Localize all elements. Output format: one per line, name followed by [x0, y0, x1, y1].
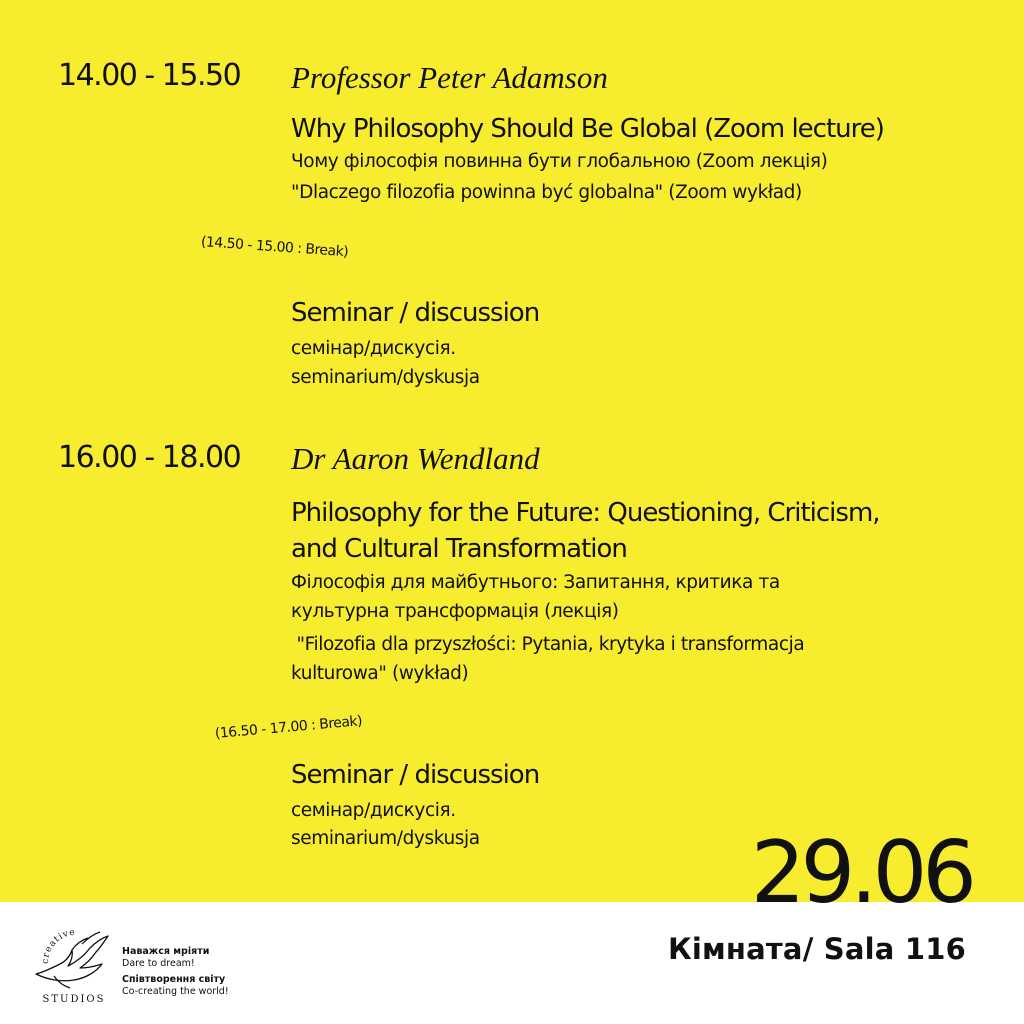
- session-2-seminar-uk: семінар/дискусія.: [291, 800, 456, 821]
- logo-arc-text: creative: [40, 927, 77, 965]
- session-1-seminar-title: Seminar / discussion: [291, 298, 540, 328]
- session-1-time: 14.00 - 15.50: [58, 58, 241, 93]
- room-label: Кімната/ Sala 116: [667, 932, 966, 966]
- session-2-title-pl-line2: kulturowa" (wykład): [291, 663, 469, 684]
- session-1-title-pl: "Dlaczego filozofia powinna być globalna" (Zoom wykład): [291, 182, 802, 203]
- slogan-line1-en: Dare to dream!: [122, 958, 195, 969]
- slogan-line1-uk: Наважся мріяти: [122, 946, 210, 957]
- creative-studios-logo: [26, 912, 122, 1008]
- session-2-speaker: Dr Aaron Wendland: [291, 441, 540, 476]
- bird-hands-icon: [26, 912, 122, 1008]
- session-2-seminar-pl: seminarium/dyskusja: [291, 828, 480, 849]
- session-1-speaker: Professor Peter Adamson: [291, 60, 608, 95]
- session-2-title-uk-line2: культурна трансформація (лекція): [291, 601, 619, 622]
- session-2-title-line2: and Cultural Transformation: [291, 534, 627, 564]
- session-2-break: (16.50 - 17.00 : Break): [214, 713, 363, 742]
- session-2-time: 16.00 - 18.00: [58, 440, 241, 475]
- session-2-title-line1: Philosophy for the Future: Questioning, Criticism,: [291, 498, 880, 528]
- slogan-line2-en: Co-creating the world!: [122, 986, 229, 997]
- session-1-title: Why Philosophy Should Be Global (Zoom lecture): [291, 114, 884, 144]
- session-2-title-pl-line1: "Filozofia dla przyszłości: Pytania, krytyka i transformacja: [291, 634, 805, 655]
- session-1-seminar-pl: seminarium/dyskusja: [291, 367, 480, 388]
- session-1-seminar-uk: семінар/дискусія.: [291, 338, 456, 359]
- slogan: [122, 946, 229, 998]
- event-date: 29.06: [750, 823, 972, 923]
- session-2-title-uk-line1: Філософія для майбутнього: Запитання, критика та: [291, 572, 780, 593]
- session-1-title-uk: Чому філософія повинна бути глобальною (Zoom лекція): [291, 151, 828, 172]
- logo-studios-text: STUDIOS: [42, 994, 106, 1005]
- session-1-break: (14.50 - 15.00 : Break): [200, 234, 349, 261]
- session-2-seminar-title: Seminar / discussion: [291, 760, 540, 790]
- slogan-line2-uk: Співтворення світу: [122, 974, 226, 985]
